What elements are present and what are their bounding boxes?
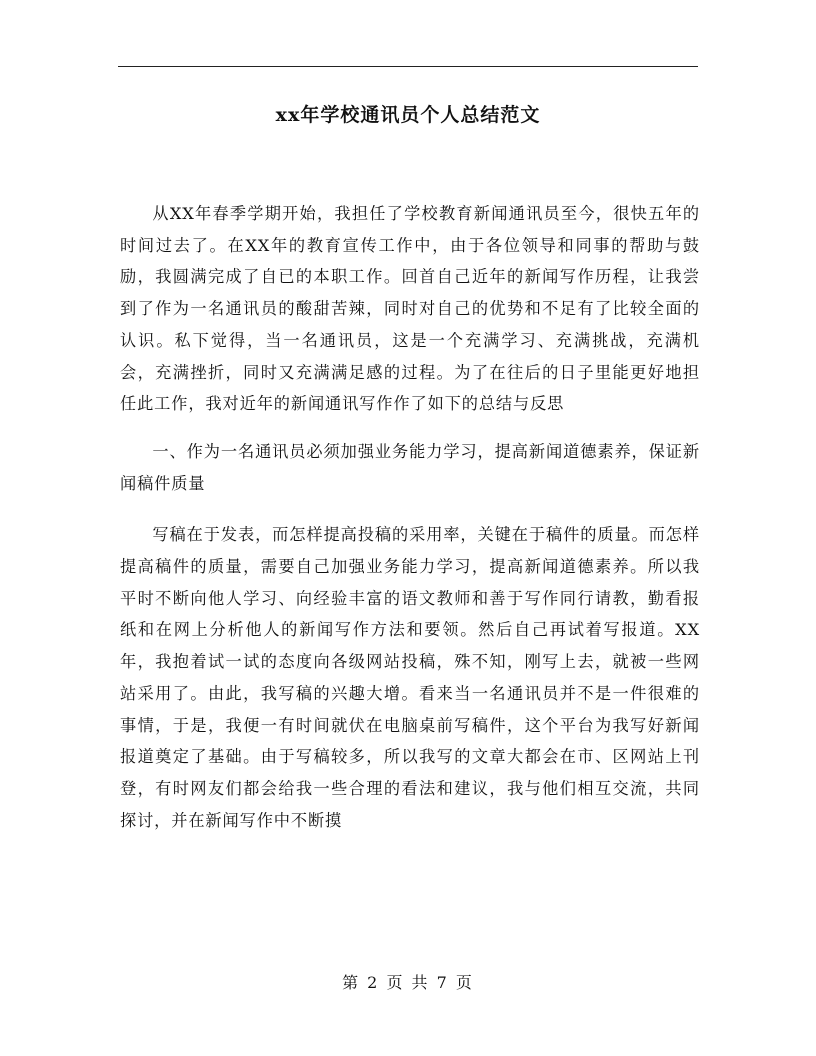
- body-paragraph-writing: 写稿在于发表，而怎样提高投稿的采用率，关键在于稿件的质量。而怎样提高稿件的质量，需要自己加强业务能力学习，提高新闻道德素养。所以我平时不断向他人学习、向经验丰富的语文教师和善于写作同行请教，勤看报纸和在网上分析他人的新闻写作方法和要领。然后自己再试着写报道。XX年，我抱着试一试的态度向各级网站投稿，殊不知，刚写上去，就被一些网站采用了。由此，我写稿的兴趣大增。看来当一名通讯员并不是一件很难的事情，于是，我便一有时间就伏在电脑桌前写稿件，这个平台为我写好新闻报道奠定了基础。由于写稿较多，所以我写的文章大都会在市、区网站上刊登，有时网友们都会给我一些合理的看法和建议，我与他们相互交流，共同探讨，并在新闻写作中不断摸: [120, 525, 700, 830]
- section-heading-1: 一、作为一名通讯员必须加强业务能力学习，提高新闻道德素养，保证新闻稿件质量: [120, 441, 700, 493]
- document-title: xx年学校通讯员个人总结范文: [275, 104, 541, 126]
- page-number-footer: 第 2 页 共 7 页: [342, 973, 474, 992]
- document-body: [120, 198, 700, 836]
- header-rule: [118, 66, 698, 67]
- body-paragraph-intro: 从XX年春季学期开始，我担任了学校教育新闻通讯员至今，很快五年的时间过去了。在XX年的教育宣传工作中，由于各位领导和同事的帮助与鼓励，我圆满完成了自已的本职工作。回首自己近年的新闻写作历程，让我尝到了作为一名通讯员的酸甜苦辣，同时对自己的优势和不足有了比较全面的认识。私下觉得，当一名通讯员，这是一个充满学习、充满挑战，充满机会，充满挫折，同时又充满满足感的过程。为了在往后的日子里能更好地担任此工作，我对近年的新闻通讯写作作了如下的总结与反思: [120, 204, 700, 414]
